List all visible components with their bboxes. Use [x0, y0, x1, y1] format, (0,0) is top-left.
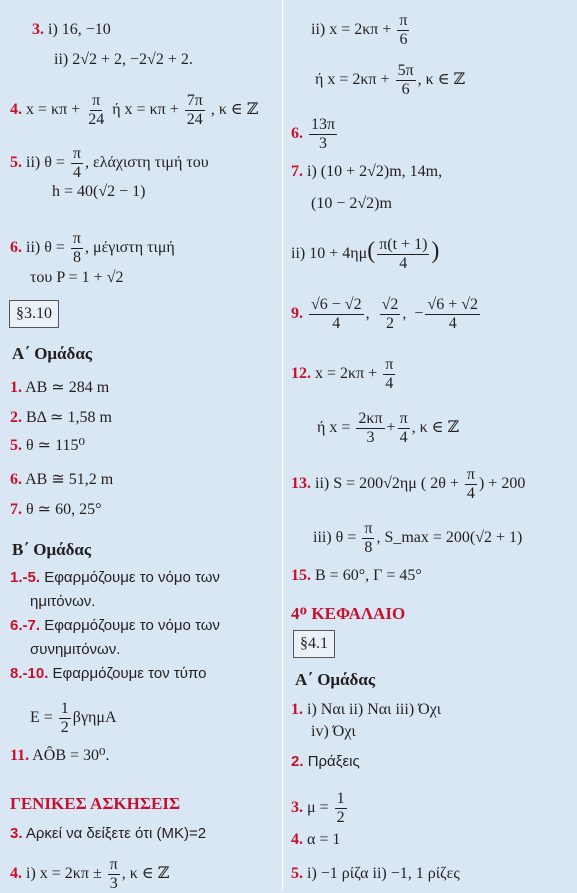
answer-5-line1: 5. ii) θ = $\frac{\pi}{4}$ , ελάχιστη τιμή του: [10, 145, 209, 181]
fraction: $\frac{\pi}{4}$: [399, 410, 408, 446]
fraction: $\frac{1}{2}$: [60, 700, 69, 736]
answer-r4-or: ή x = 2κπ + $\frac{5\pi}{6}$ , κ ∈ ℤ: [315, 62, 466, 98]
answer-b1-5: 1.-5. Εφαρμόζουμε το νόμο των: [10, 569, 220, 586]
answer-r6: 6. $\frac{13\pi}{3}$: [291, 116, 336, 152]
answer-a2: 2. BΔ ≃ 1,58 m: [10, 409, 112, 426]
formula-area: E = $\frac{1}{2}$ βγημA: [30, 700, 117, 736]
group-a-heading-right: Α΄ Ομάδας: [295, 670, 376, 689]
fraction: $\frac{\pi}{3}$: [109, 856, 118, 892]
answer-r7-i: 7. i) (10 + 2√2)m, 14m,: [291, 163, 443, 180]
answer-c1-cont: iv) Όχι: [311, 723, 356, 740]
answer-r13-ii: 13. ii) S = 200√2ημ ( 2θ + $\frac{\pi}{4}$ ) + 200: [291, 466, 526, 502]
answer-b1-5-cont: ημιτόνων.: [30, 593, 96, 610]
answer-r9: 9. $\frac{√6 - √2}{4}$ , $\frac{√2}{2}$ , − $\frac{√6 + √2}{4}$: [291, 296, 478, 332]
section-3-10-label: §3.10: [9, 300, 59, 328]
answer-a5: 5. θ ≃ 115⁰: [10, 437, 85, 454]
answer-3-i: 3. i) 16, −10: [32, 21, 111, 38]
answer-3-ii: ii) 2√2 + 2, −2√2 + 2.: [54, 51, 193, 68]
answer-b8-10: 8.-10. Εφαρμόζουμε τον τύπο: [10, 665, 207, 682]
answer-r4-ii: ii) x = 2κπ + $\frac{\pi}{6}$: [311, 12, 408, 48]
answer-c5: 5. i) −1 ρίζα ii) −1, 1 ρίζες: [291, 865, 460, 882]
fraction: $\frac{13\pi}{3}$: [311, 116, 336, 152]
fraction: $\frac{\pi}{8}$: [364, 520, 373, 556]
fraction: $\frac{\pi}{4}$: [466, 466, 475, 502]
answer-r12-line2: ή x = $\frac{2\kappa\pi}{3}$ + $\frac{\pi}{4}$ , κ ∈ ℤ: [317, 410, 460, 446]
answer-r7-i-cont: (10 − 2√2)m: [311, 195, 392, 212]
fraction: $\frac{5\pi}{6}$: [397, 62, 414, 98]
answer-6-line1: 6. ii) θ = $\frac{\pi}{8}$ , μέγιστη τιμή: [10, 230, 175, 266]
fraction: $\frac{\pi}{24}$: [88, 92, 105, 128]
chapter-4-heading: 4ᴼ ΚΕΦΑΛΑΙΟ: [291, 604, 406, 623]
fraction: $\frac{\pi}{6}$: [399, 12, 408, 48]
answer-5-line2: h = 40(√2 − 1): [52, 183, 146, 200]
answer-c2: 2. Πράξεις: [291, 753, 360, 770]
general-exercises-heading: ΓΕΝΙΚΕΣ ΑΣΚΗΣΕΙΣ: [10, 794, 181, 813]
answer-c1: 1. i) Ναι ii) Ναι iii) Όχι: [291, 701, 442, 718]
group-b-heading: Β΄ Ομάδας: [12, 540, 92, 559]
right-column: [282, 0, 577, 891]
fraction: $\frac{√6 - √2}{4}$: [311, 296, 362, 332]
answer-b6-7: 6.-7. Εφαρμόζουμε το νόμο των: [10, 617, 220, 634]
answer-r7-ii: ii) 10 + 4ημ( $\frac{\pi(t + 1)}{4}$ ): [291, 236, 440, 272]
section-4-1-label: §4.1: [293, 630, 335, 658]
fraction: $\frac{\pi}{4}$: [385, 356, 394, 392]
answer-g3: 3. Αρκεί να δείξετε ότι (MK)=2: [10, 825, 207, 842]
fraction: $\frac{1}{2}$: [336, 790, 345, 826]
answer-a6: 6. AB ≅ 51,2 m: [10, 471, 114, 488]
answer-r13-iii: iii) θ = $\frac{\pi}{8}$ , S_max = 200(√2 + 1): [313, 520, 523, 556]
left-column: [0, 0, 282, 891]
group-a-heading: Α΄ Ομάδας: [12, 344, 93, 363]
fraction: $\frac{\pi}{4}$: [72, 145, 81, 181]
answer-4: 4. x = κπ + $\frac{\pi}{24}$ ή x = κπ + $\frac{7\pi}{24}$ , κ ∈ ℤ: [10, 92, 259, 128]
answer-b6-7-cont: συνημιτόνων.: [30, 641, 121, 658]
answer-a7: 7. θ ≃ 60, 25°: [10, 501, 102, 518]
answer-r12-line1: 12. x = 2κπ + $\frac{\pi}{4}$: [291, 356, 394, 392]
fraction: $\frac{2\kappa\pi}{3}$: [358, 410, 383, 446]
answer-c4: 4. α = 1: [291, 831, 341, 848]
answer-g4: 4. i) x = 2κπ ± $\frac{\pi}{3}$ , κ ∈ ℤ: [10, 856, 170, 892]
fraction: $\frac{\pi(t + 1)}{4}$: [379, 236, 428, 272]
answer-c3: 3. μ = $\frac{1}{2}$: [291, 790, 345, 826]
answer-b11: 11. AÔB = 30⁰.: [10, 747, 110, 764]
fraction: $\frac{\pi}{8}$: [72, 230, 81, 266]
answer-6-line2: του P = 1 + √2: [30, 269, 124, 286]
answer-a1: 1. AB ≃ 284 m: [10, 379, 110, 396]
fraction: $\frac{7\pi}{24}$: [186, 92, 203, 128]
fraction: $\frac{√6 + √2}{4}$: [427, 296, 478, 332]
fraction: $\frac{√2}{2}$: [381, 296, 399, 332]
answer-r15: 15. B = 60°, Γ = 45°: [291, 567, 422, 584]
